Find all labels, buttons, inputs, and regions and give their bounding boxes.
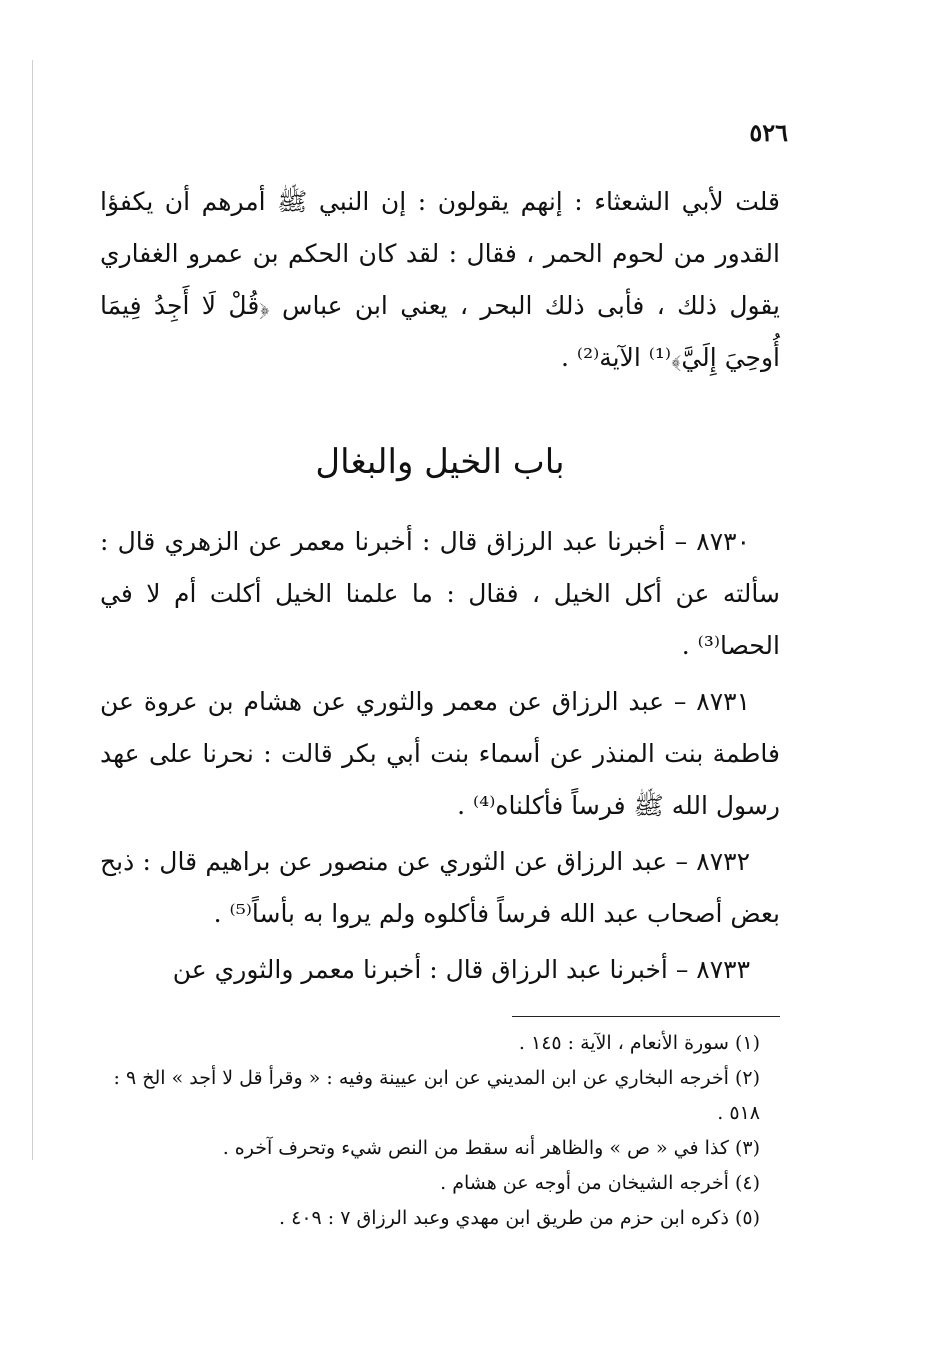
footnotes <box>100 1026 780 1236</box>
page-edge-line <box>32 60 33 1160</box>
footnote-text: أخرجه البخاري عن ابن المديني عن ابن عيينة وفيه : « وقرأ قل لا أجد » الخ ٩ : ٥١٨ . <box>113 1067 760 1124</box>
footnote-text: ذكره ابن حزم من طريق ابن مهدي وعبد الرزاق ٧ : ٤٠٩ . <box>279 1207 729 1229</box>
footnote-5 <box>100 1201 780 1236</box>
page-number: ٥٢٦ <box>749 118 788 147</box>
hadith-8731: ٨٧٣١ – عبد الرزاق عن معمر والثوري عن هشام بن عروة عن فاطمة بنت المنذر عن أسماء بنت أبي بكر قالت : نحرنا على عهد رسول الله ﷺ فرساً فأكلناه⁽⁴⁾ . <box>100 687 780 820</box>
footnote-4 <box>100 1166 780 1201</box>
chapter-heading: باب الخيل والبغال <box>315 442 565 482</box>
footnote-divider <box>512 1016 780 1017</box>
footnote-3 <box>100 1131 780 1166</box>
intro-paragraph: قلت لأبي الشعثاء : إنهم يقولون : إن النبي ﷺ أمرهم أن يكفؤا القدور من لحوم الحمر ، فقال : لقد كان الحكم بن عمرو الغفاري يقول ذلك ، فأبى ذلك البحر ، يعني ابن عباس ﴿قُلْ لَا أَجِدُ فِيمَا أُوحِيَ إِلَيَّ﴾⁽¹⁾ الآية⁽²⁾ . <box>100 187 780 372</box>
footnote-text: كذا في « ص » والظاهر أنه سقط من النص شيء وتحرف آخره . <box>222 1137 729 1159</box>
hadith-8732: ٨٧٣٢ – عبد الرزاق عن الثوري عن منصور عن براهيم قال : ذبح بعض أصحاب عبد الله فرساً فأكلوه ولم يروا به بأساً⁽⁵⁾ . <box>100 847 780 928</box>
footnote-2 <box>100 1061 780 1131</box>
footnote-number: (٥) <box>734 1207 760 1229</box>
hadith-8733: ٨٧٣٣ – أخبرنا عبد الرزاق قال : أخبرنا معمر والثوري عن <box>172 955 750 984</box>
footnote-number: (٤) <box>734 1172 760 1194</box>
footnote-text: أخرجه الشيخان من أوجه عن هشام . <box>440 1172 729 1194</box>
footnote-number: (١) <box>734 1032 760 1054</box>
footnote-number: (٣) <box>734 1137 760 1159</box>
footnote-number: (٢) <box>734 1067 760 1089</box>
footnote-text: سورة الأنعام ، الآية : ١٤٥ . <box>518 1032 729 1054</box>
hadith-8730: ٨٧٣٠ – أخبرنا عبد الرزاق قال : أخبرنا معمر عن الزهري قال : سألته عن أكل الخيل ، فقال : ما علمنا الخيل أكلت أم لا في الحصا⁽³⁾ . <box>100 527 780 660</box>
footnote-1 <box>100 1026 780 1061</box>
